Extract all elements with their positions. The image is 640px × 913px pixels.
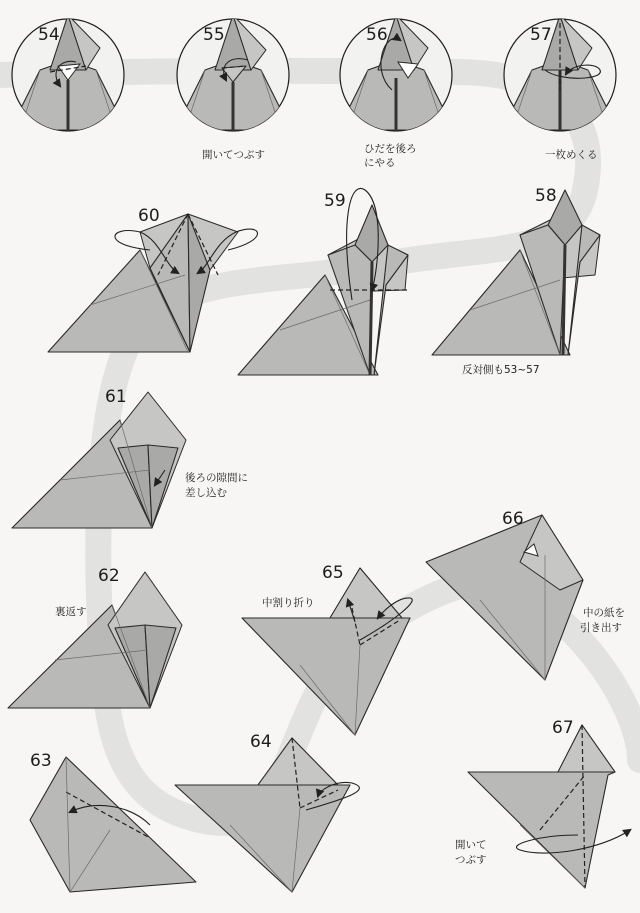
step-57 bbox=[502, 15, 618, 161]
step-56 bbox=[338, 15, 454, 169]
step-number-56: 56 bbox=[366, 25, 388, 45]
step-number-54: 54 bbox=[38, 25, 60, 45]
caption-67-line2: つぶす bbox=[455, 854, 487, 866]
step-number-65: 65 bbox=[322, 563, 344, 583]
step-55 bbox=[175, 15, 291, 161]
step-number-57: 57 bbox=[530, 25, 552, 45]
caption-65: 中割り折り bbox=[262, 597, 315, 609]
caption-58: 反対側も53~57 bbox=[462, 364, 540, 376]
caption-66-line1: 中の紙を bbox=[583, 607, 625, 619]
step-number-55: 55 bbox=[203, 25, 225, 45]
caption-56-line2: にやる bbox=[364, 157, 396, 169]
step-number-62: 62 bbox=[98, 566, 120, 586]
step-number-67: 67 bbox=[552, 718, 574, 738]
step-number-66: 66 bbox=[502, 509, 524, 529]
step-number-63: 63 bbox=[30, 751, 52, 771]
step-58 bbox=[432, 186, 600, 376]
caption-62: 裏返す bbox=[55, 606, 87, 618]
step-65 bbox=[242, 563, 412, 735]
step-number-60: 60 bbox=[138, 206, 160, 226]
caption-57: 一枚めくる bbox=[545, 149, 598, 161]
caption-66-line2: 引き出す bbox=[580, 622, 622, 634]
step-number-64: 64 bbox=[250, 732, 272, 752]
step-61 bbox=[12, 387, 248, 528]
caption-55: 開いてつぶす bbox=[202, 149, 265, 161]
step-number-59: 59 bbox=[324, 191, 346, 211]
step-number-58: 58 bbox=[535, 186, 557, 206]
caption-56-line1: ひだを後ろ bbox=[364, 143, 417, 155]
step-54 bbox=[10, 15, 126, 135]
caption-61-line1: 後ろの隙間に bbox=[185, 472, 248, 484]
caption-61-line2: 差し込む bbox=[185, 487, 227, 499]
step-number-61: 61 bbox=[105, 387, 127, 407]
step-67 bbox=[455, 718, 630, 888]
caption-67-line1: 開いて bbox=[455, 839, 487, 851]
